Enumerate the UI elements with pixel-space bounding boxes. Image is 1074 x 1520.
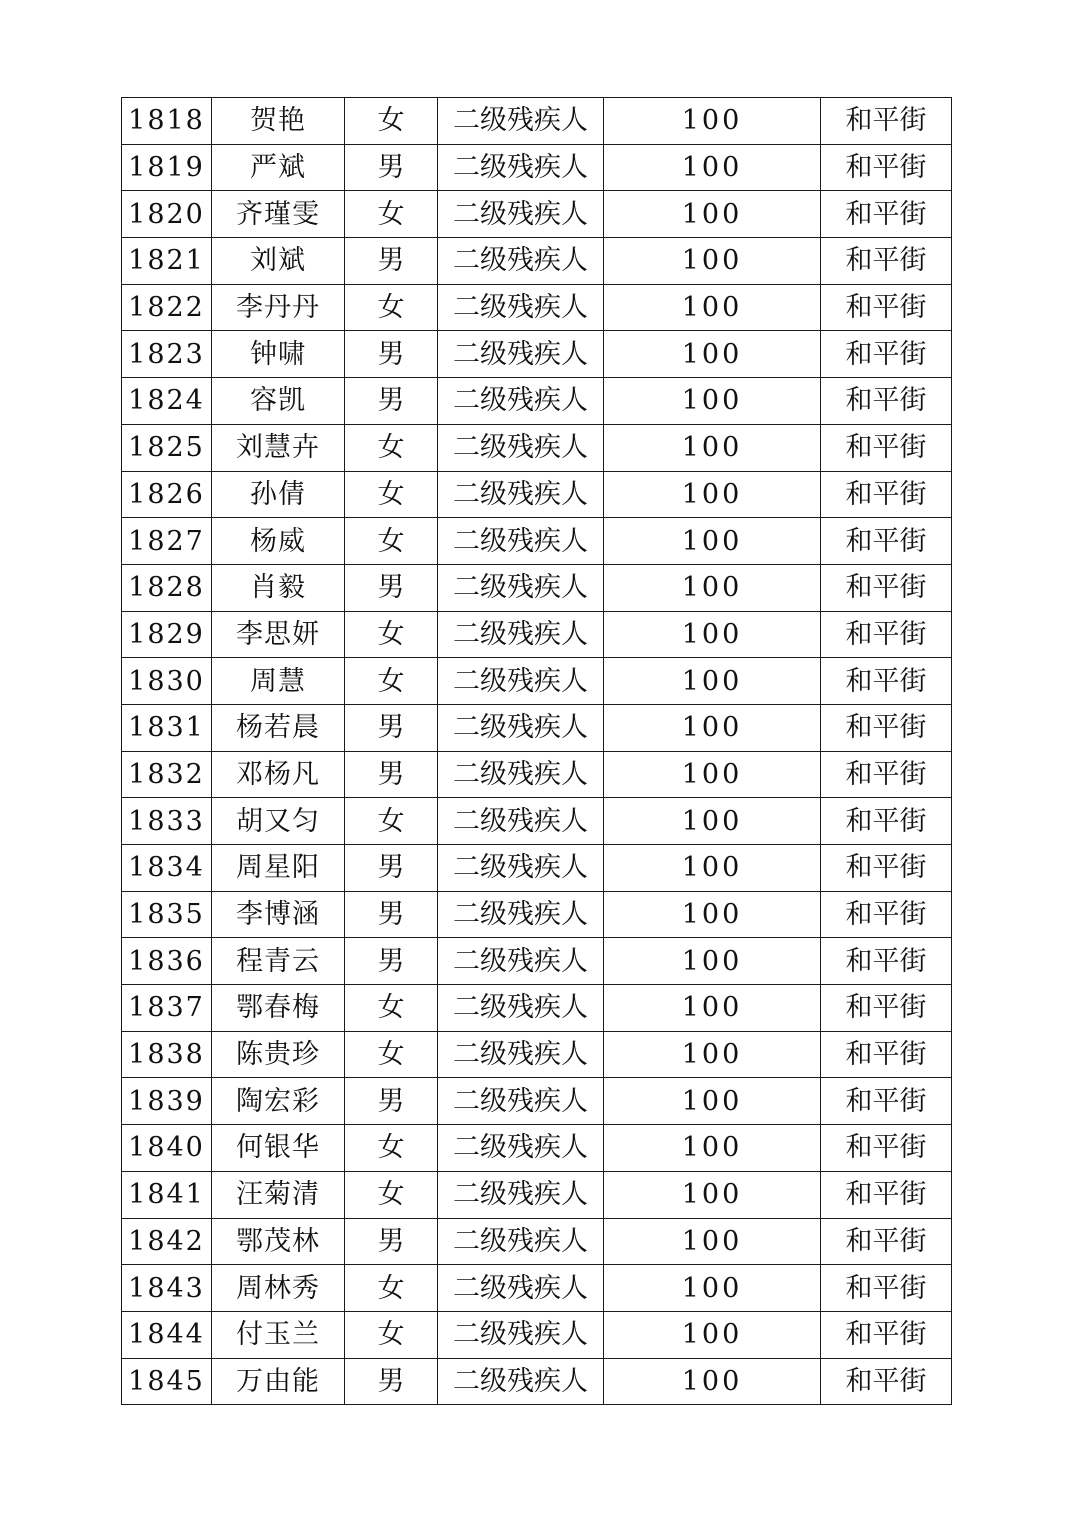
name-cell: 孙倩 (212, 471, 345, 518)
gender-cell: 男 (345, 938, 438, 985)
street-cell: 和平街 (821, 704, 952, 751)
gender-cell: 女 (345, 284, 438, 331)
name-cell: 刘慧卉 (212, 424, 345, 471)
name-cell: 邓杨凡 (212, 751, 345, 798)
name-cell: 程青云 (212, 938, 345, 985)
table-row (122, 191, 952, 238)
street-cell: 和平街 (821, 518, 952, 565)
street-cell: 和平街 (821, 891, 952, 938)
street-cell: 和平街 (821, 1265, 952, 1312)
street-cell: 和平街 (821, 191, 952, 238)
gender-cell: 女 (345, 98, 438, 145)
serial-number-cell: 1828 (122, 564, 212, 611)
name-cell: 鄂茂林 (212, 1218, 345, 1265)
table-row (122, 1125, 952, 1172)
disability-level-cell: 二级残疾人 (438, 985, 604, 1032)
serial-number-cell: 1839 (122, 1078, 212, 1125)
disability-level-cell: 二级残疾人 (438, 798, 604, 845)
table-row (122, 891, 952, 938)
amount-cell: 100 (604, 1078, 821, 1125)
serial-number-cell: 1820 (122, 191, 212, 238)
table-row (122, 938, 952, 985)
name-cell: 陈贵珍 (212, 1031, 345, 1078)
amount-cell: 100 (604, 424, 821, 471)
street-cell: 和平街 (821, 1031, 952, 1078)
street-cell: 和平街 (821, 1125, 952, 1172)
table-row (122, 1171, 952, 1218)
name-cell: 杨威 (212, 518, 345, 565)
street-cell: 和平街 (821, 611, 952, 658)
street-cell: 和平街 (821, 1311, 952, 1358)
name-cell: 付玉兰 (212, 1311, 345, 1358)
amount-cell: 100 (604, 704, 821, 751)
disability-level-cell: 二级残疾人 (438, 1171, 604, 1218)
gender-cell: 男 (345, 704, 438, 751)
disability-level-cell: 二级残疾人 (438, 1218, 604, 1265)
gender-cell: 女 (345, 611, 438, 658)
roster-table-body (122, 98, 952, 1405)
table-row (122, 704, 952, 751)
table-row (122, 518, 952, 565)
disability-level-cell: 二级残疾人 (438, 658, 604, 705)
disability-level-cell: 二级残疾人 (438, 564, 604, 611)
disability-level-cell: 二级残疾人 (438, 611, 604, 658)
serial-number-cell: 1835 (122, 891, 212, 938)
amount-cell: 100 (604, 1171, 821, 1218)
disability-level-cell: 二级残疾人 (438, 1125, 604, 1172)
serial-number-cell: 1829 (122, 611, 212, 658)
table-row (122, 98, 952, 145)
street-cell: 和平街 (821, 471, 952, 518)
name-cell: 万由能 (212, 1358, 345, 1405)
amount-cell: 100 (604, 1125, 821, 1172)
street-cell: 和平街 (821, 985, 952, 1032)
gender-cell: 女 (345, 471, 438, 518)
gender-cell: 男 (345, 564, 438, 611)
amount-cell: 100 (604, 378, 821, 425)
gender-cell: 女 (345, 1171, 438, 1218)
table-row (122, 611, 952, 658)
gender-cell: 男 (345, 1218, 438, 1265)
disability-level-cell: 二级残疾人 (438, 845, 604, 892)
table-row (122, 564, 952, 611)
amount-cell: 100 (604, 1265, 821, 1312)
table-row (122, 658, 952, 705)
table-row (122, 424, 952, 471)
serial-number-cell: 1842 (122, 1218, 212, 1265)
disability-level-cell: 二级残疾人 (438, 891, 604, 938)
street-cell: 和平街 (821, 144, 952, 191)
disability-level-cell: 二级残疾人 (438, 1031, 604, 1078)
serial-number-cell: 1845 (122, 1358, 212, 1405)
name-cell: 汪菊清 (212, 1171, 345, 1218)
serial-number-cell: 1841 (122, 1171, 212, 1218)
disability-level-cell: 二级残疾人 (438, 144, 604, 191)
name-cell: 杨若晨 (212, 704, 345, 751)
serial-number-cell: 1838 (122, 1031, 212, 1078)
disability-level-cell: 二级残疾人 (438, 751, 604, 798)
gender-cell: 女 (345, 798, 438, 845)
table-row (122, 845, 952, 892)
street-cell: 和平街 (821, 424, 952, 471)
amount-cell: 100 (604, 891, 821, 938)
disability-level-cell: 二级残疾人 (438, 1311, 604, 1358)
roster-table (121, 97, 952, 1405)
name-cell: 容凯 (212, 378, 345, 425)
table-row (122, 1358, 952, 1405)
disability-level-cell: 二级残疾人 (438, 98, 604, 145)
disability-level-cell: 二级残疾人 (438, 1265, 604, 1312)
gender-cell: 女 (345, 1311, 438, 1358)
disability-level-cell: 二级残疾人 (438, 938, 604, 985)
name-cell: 周星阳 (212, 845, 345, 892)
name-cell: 陶宏彩 (212, 1078, 345, 1125)
disability-level-cell: 二级残疾人 (438, 424, 604, 471)
street-cell: 和平街 (821, 238, 952, 285)
street-cell: 和平街 (821, 658, 952, 705)
table-row (122, 1218, 952, 1265)
amount-cell: 100 (604, 564, 821, 611)
gender-cell: 男 (345, 238, 438, 285)
table-row (122, 1265, 952, 1312)
amount-cell: 100 (604, 845, 821, 892)
gender-cell: 女 (345, 658, 438, 705)
gender-cell: 男 (345, 751, 438, 798)
serial-number-cell: 1843 (122, 1265, 212, 1312)
table-row (122, 471, 952, 518)
table-row (122, 1078, 952, 1125)
amount-cell: 100 (604, 985, 821, 1032)
gender-cell: 女 (345, 1031, 438, 1078)
name-cell: 何银华 (212, 1125, 345, 1172)
serial-number-cell: 1825 (122, 424, 212, 471)
disability-level-cell: 二级残疾人 (438, 704, 604, 751)
serial-number-cell: 1830 (122, 658, 212, 705)
street-cell: 和平街 (821, 331, 952, 378)
street-cell: 和平街 (821, 564, 952, 611)
serial-number-cell: 1818 (122, 98, 212, 145)
table-row (122, 238, 952, 285)
name-cell: 贺艳 (212, 98, 345, 145)
amount-cell: 100 (604, 238, 821, 285)
amount-cell: 100 (604, 144, 821, 191)
amount-cell: 100 (604, 284, 821, 331)
serial-number-cell: 1824 (122, 378, 212, 425)
amount-cell: 100 (604, 658, 821, 705)
amount-cell: 100 (604, 518, 821, 565)
gender-cell: 男 (345, 891, 438, 938)
disability-level-cell: 二级残疾人 (438, 284, 604, 331)
table-row (122, 798, 952, 845)
name-cell: 周林秀 (212, 1265, 345, 1312)
amount-cell: 100 (604, 1358, 821, 1405)
amount-cell: 100 (604, 191, 821, 238)
gender-cell: 男 (345, 1078, 438, 1125)
serial-number-cell: 1823 (122, 331, 212, 378)
gender-cell: 女 (345, 518, 438, 565)
amount-cell: 100 (604, 1311, 821, 1358)
disability-level-cell: 二级残疾人 (438, 191, 604, 238)
name-cell: 李丹丹 (212, 284, 345, 331)
disability-level-cell: 二级残疾人 (438, 1078, 604, 1125)
serial-number-cell: 1832 (122, 751, 212, 798)
street-cell: 和平街 (821, 845, 952, 892)
serial-number-cell: 1827 (122, 518, 212, 565)
street-cell: 和平街 (821, 98, 952, 145)
street-cell: 和平街 (821, 798, 952, 845)
street-cell: 和平街 (821, 938, 952, 985)
table-row (122, 378, 952, 425)
street-cell: 和平街 (821, 284, 952, 331)
amount-cell: 100 (604, 1031, 821, 1078)
serial-number-cell: 1844 (122, 1311, 212, 1358)
gender-cell: 男 (345, 331, 438, 378)
serial-number-cell: 1831 (122, 704, 212, 751)
gender-cell: 女 (345, 424, 438, 471)
gender-cell: 男 (345, 144, 438, 191)
disability-level-cell: 二级残疾人 (438, 471, 604, 518)
serial-number-cell: 1826 (122, 471, 212, 518)
table-row (122, 144, 952, 191)
name-cell: 钟啸 (212, 331, 345, 378)
serial-number-cell: 1821 (122, 238, 212, 285)
gender-cell: 女 (345, 1125, 438, 1172)
table-row (122, 1311, 952, 1358)
street-cell: 和平街 (821, 1218, 952, 1265)
serial-number-cell: 1836 (122, 938, 212, 985)
name-cell: 刘斌 (212, 238, 345, 285)
name-cell: 严斌 (212, 144, 345, 191)
amount-cell: 100 (604, 798, 821, 845)
name-cell: 齐瑾雯 (212, 191, 345, 238)
street-cell: 和平街 (821, 1171, 952, 1218)
disability-level-cell: 二级残疾人 (438, 518, 604, 565)
street-cell: 和平街 (821, 1078, 952, 1125)
table-row (122, 985, 952, 1032)
serial-number-cell: 1833 (122, 798, 212, 845)
name-cell: 鄂春梅 (212, 985, 345, 1032)
amount-cell: 100 (604, 331, 821, 378)
gender-cell: 女 (345, 985, 438, 1032)
disability-level-cell: 二级残疾人 (438, 238, 604, 285)
amount-cell: 100 (604, 938, 821, 985)
disability-level-cell: 二级残疾人 (438, 378, 604, 425)
table-row (122, 751, 952, 798)
table-row (122, 284, 952, 331)
street-cell: 和平街 (821, 751, 952, 798)
name-cell: 胡又匀 (212, 798, 345, 845)
disability-level-cell: 二级残疾人 (438, 331, 604, 378)
serial-number-cell: 1837 (122, 985, 212, 1032)
name-cell: 周慧 (212, 658, 345, 705)
disability-level-cell: 二级残疾人 (438, 1358, 604, 1405)
gender-cell: 男 (345, 845, 438, 892)
serial-number-cell: 1840 (122, 1125, 212, 1172)
amount-cell: 100 (604, 98, 821, 145)
table-row (122, 331, 952, 378)
name-cell: 李博涵 (212, 891, 345, 938)
gender-cell: 女 (345, 1265, 438, 1312)
serial-number-cell: 1834 (122, 845, 212, 892)
gender-cell: 男 (345, 1358, 438, 1405)
street-cell: 和平街 (821, 1358, 952, 1405)
gender-cell: 男 (345, 378, 438, 425)
name-cell: 肖毅 (212, 564, 345, 611)
street-cell: 和平街 (821, 378, 952, 425)
serial-number-cell: 1819 (122, 144, 212, 191)
table-row (122, 1031, 952, 1078)
serial-number-cell: 1822 (122, 284, 212, 331)
amount-cell: 100 (604, 751, 821, 798)
gender-cell: 女 (345, 191, 438, 238)
name-cell: 李思妍 (212, 611, 345, 658)
amount-cell: 100 (604, 1218, 821, 1265)
amount-cell: 100 (604, 611, 821, 658)
amount-cell: 100 (604, 471, 821, 518)
